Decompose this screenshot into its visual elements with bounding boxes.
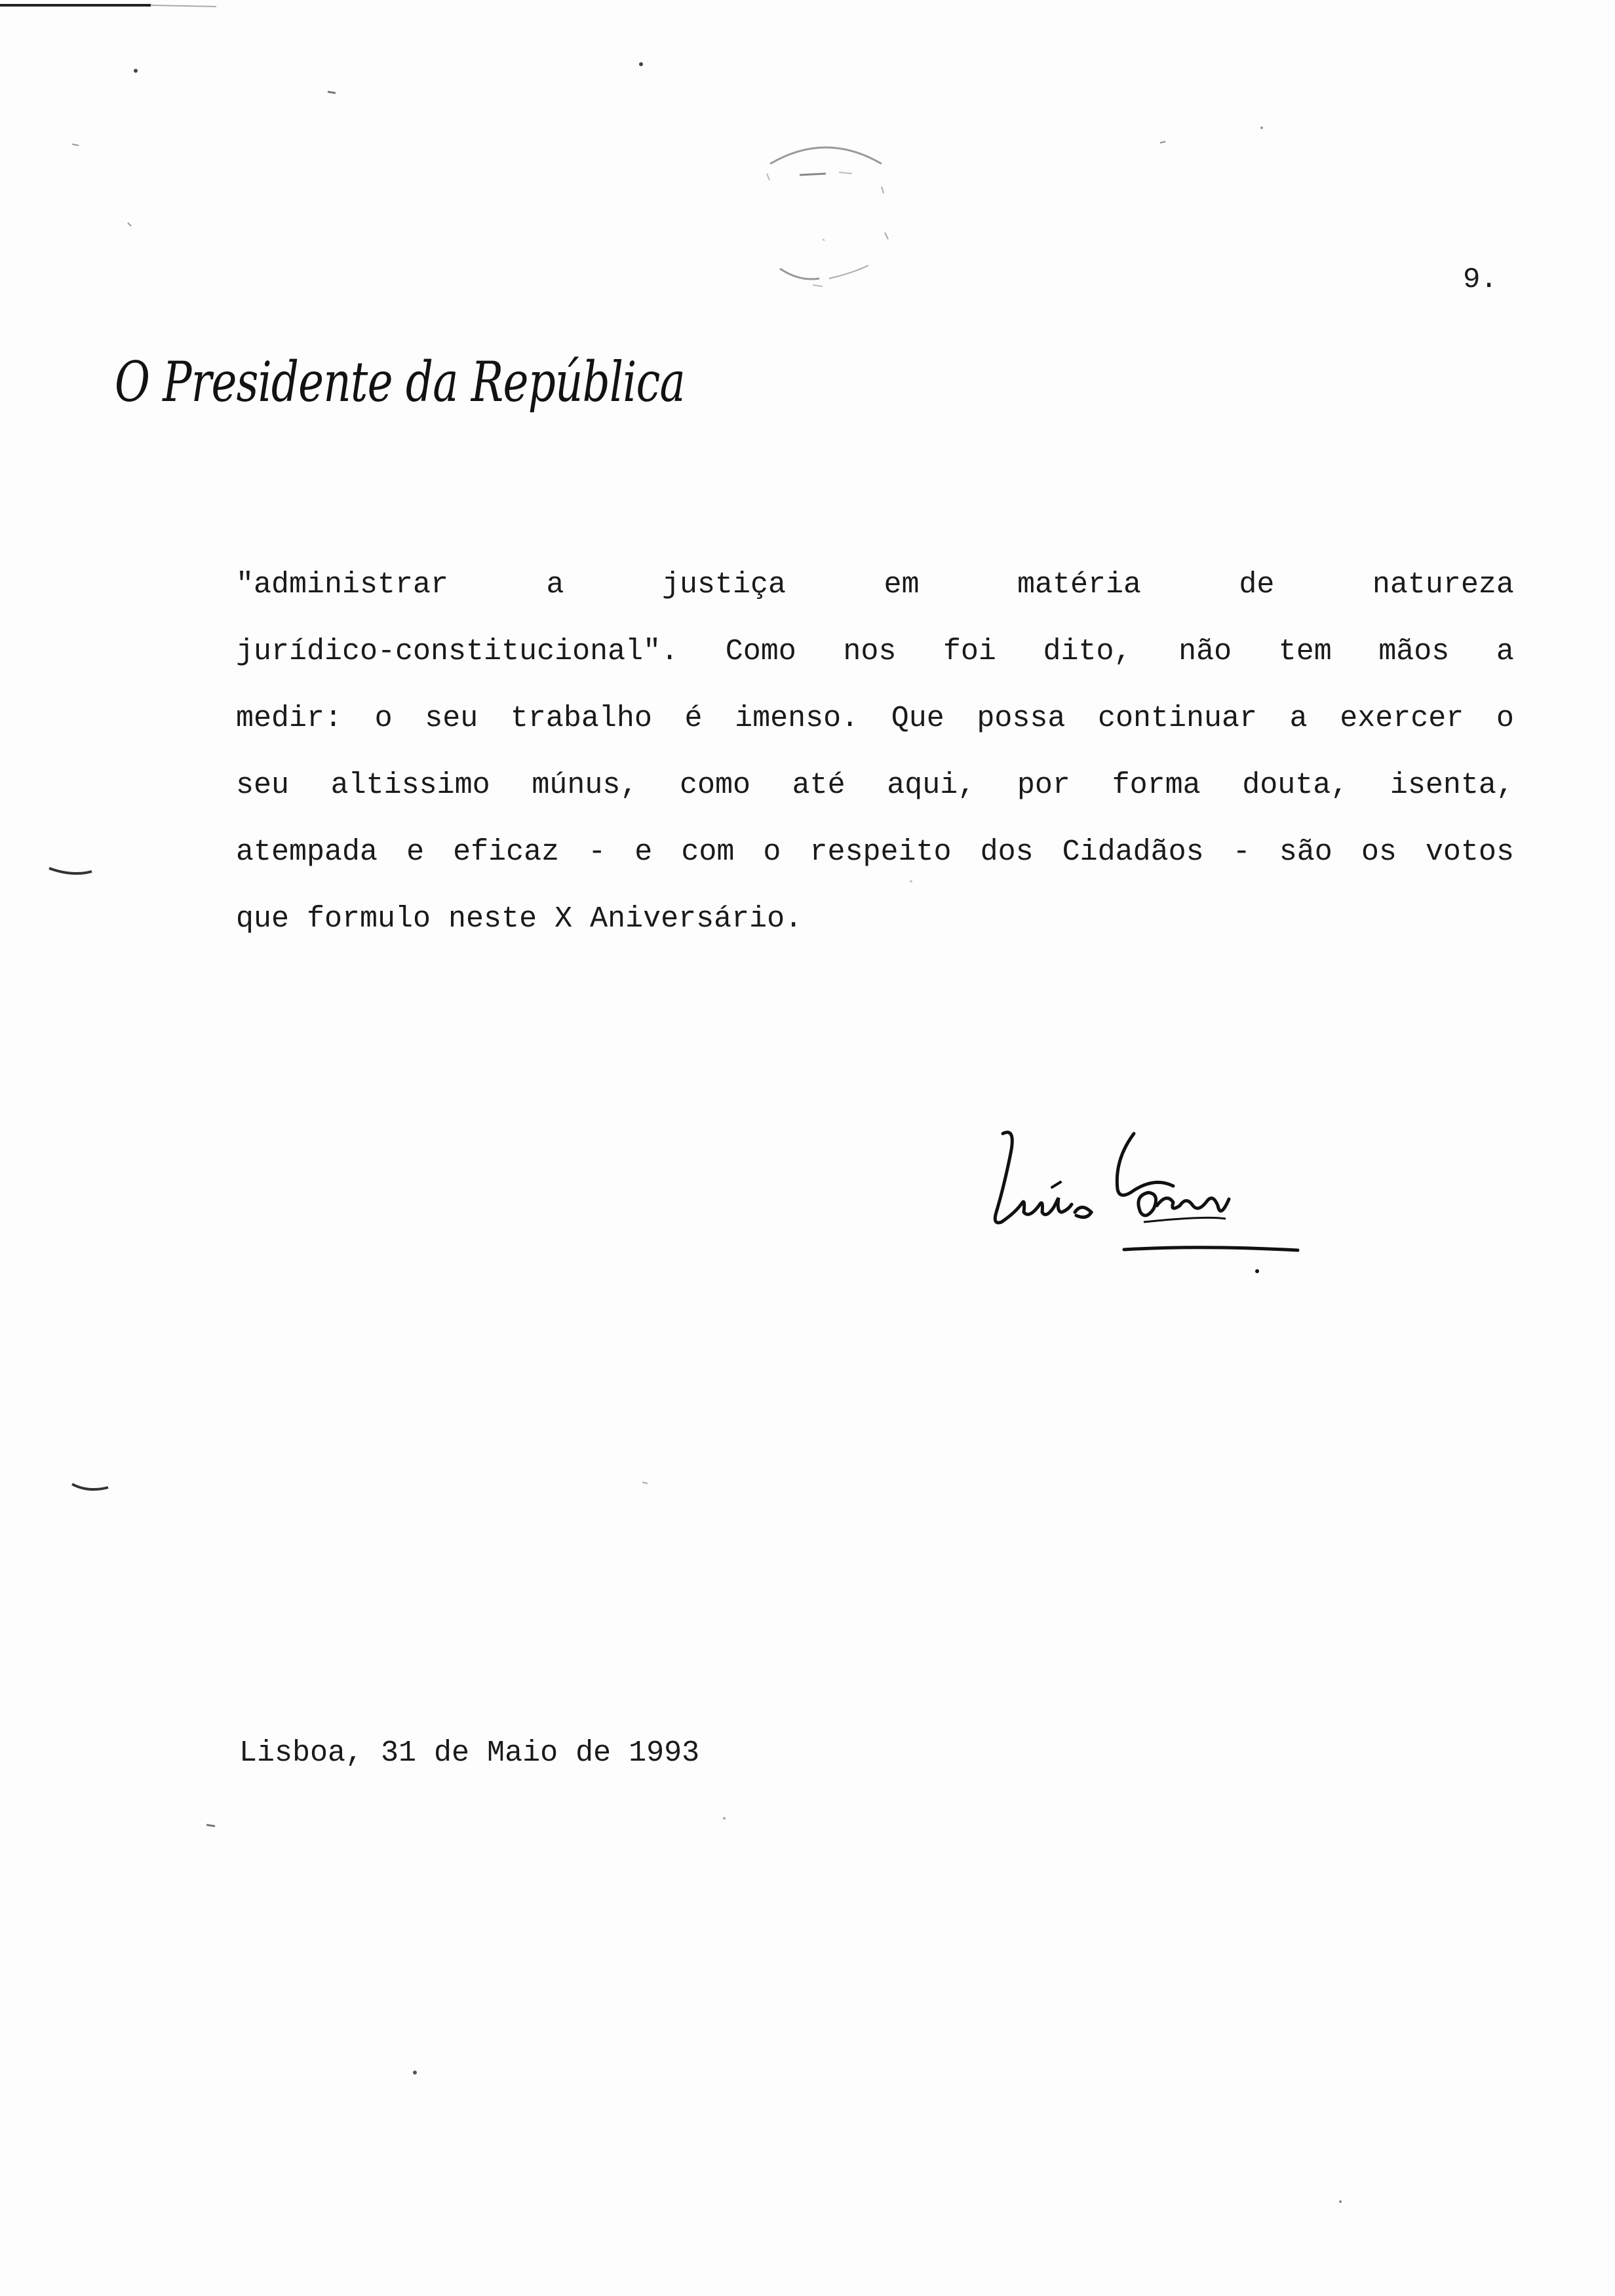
text-line <box>236 819 1514 886</box>
body-paragraph <box>236 552 1514 953</box>
word: trabalho <box>510 702 652 735</box>
word: foi <box>943 635 996 668</box>
word: e <box>406 835 425 869</box>
word: dito, <box>1043 635 1132 668</box>
word: os <box>1361 835 1397 869</box>
word: a <box>1289 702 1308 735</box>
embossed-seal-icon <box>754 134 898 305</box>
word: mãos <box>1378 635 1450 668</box>
word: isenta, <box>1390 769 1514 802</box>
word: jurídico-constitucional". <box>236 635 679 668</box>
word: natureza <box>1372 568 1514 602</box>
word: o <box>1496 702 1514 735</box>
word: Como <box>725 635 796 668</box>
word: múnus, <box>532 769 638 802</box>
word: em <box>884 568 920 602</box>
word: - <box>1232 835 1251 869</box>
text-line <box>236 619 1514 685</box>
word: imenso. <box>735 702 859 735</box>
word: a <box>1496 635 1514 668</box>
word: continuar <box>1097 702 1257 735</box>
word: douta, <box>1242 769 1349 802</box>
word: a <box>546 568 564 602</box>
word: por <box>1017 769 1070 802</box>
word: forma <box>1112 769 1201 802</box>
word: matéria <box>1017 568 1141 602</box>
word: possa <box>977 702 1066 735</box>
word: dos <box>980 835 1034 869</box>
word: que formulo neste X Aniversário. <box>236 902 803 936</box>
word: não <box>1178 635 1232 668</box>
text-line <box>236 752 1514 819</box>
word: Cidadãos <box>1062 835 1204 869</box>
word: exercer <box>1340 702 1464 735</box>
word: tem <box>1278 635 1332 668</box>
word: atempada <box>236 835 378 869</box>
word: com <box>681 835 735 869</box>
word: até <box>792 769 846 802</box>
handwritten-signature <box>977 1114 1317 1278</box>
word: "administrar <box>236 568 449 602</box>
word: - <box>588 835 606 869</box>
letterhead-calligraphy <box>115 341 705 419</box>
word: são <box>1279 835 1333 869</box>
text-line <box>236 685 1514 752</box>
text-line <box>236 552 1514 619</box>
word: de <box>1239 568 1275 602</box>
word: é <box>684 702 703 735</box>
word: justiça <box>661 568 787 602</box>
dateline: Lisboa, 31 de Maio de 1993 <box>239 1736 700 1770</box>
word: eficaz <box>453 835 560 869</box>
word: altissimo <box>330 769 490 802</box>
letterhead-svg-text: O Presidente da República <box>115 350 685 414</box>
word: Que <box>891 702 944 735</box>
word: como <box>679 769 750 802</box>
text-line <box>236 886 1514 953</box>
word: o <box>374 702 393 735</box>
word: respeito <box>809 835 952 869</box>
word: o <box>763 835 781 869</box>
word: votos <box>1425 835 1514 869</box>
word: seu <box>425 702 478 735</box>
word: aqui, <box>887 769 976 802</box>
word: medir: <box>236 702 343 735</box>
letterhead <box>115 341 705 419</box>
word: e <box>634 835 653 869</box>
word: seu <box>236 769 290 802</box>
page-number: 9. <box>1463 263 1498 296</box>
word: nos <box>843 635 897 668</box>
